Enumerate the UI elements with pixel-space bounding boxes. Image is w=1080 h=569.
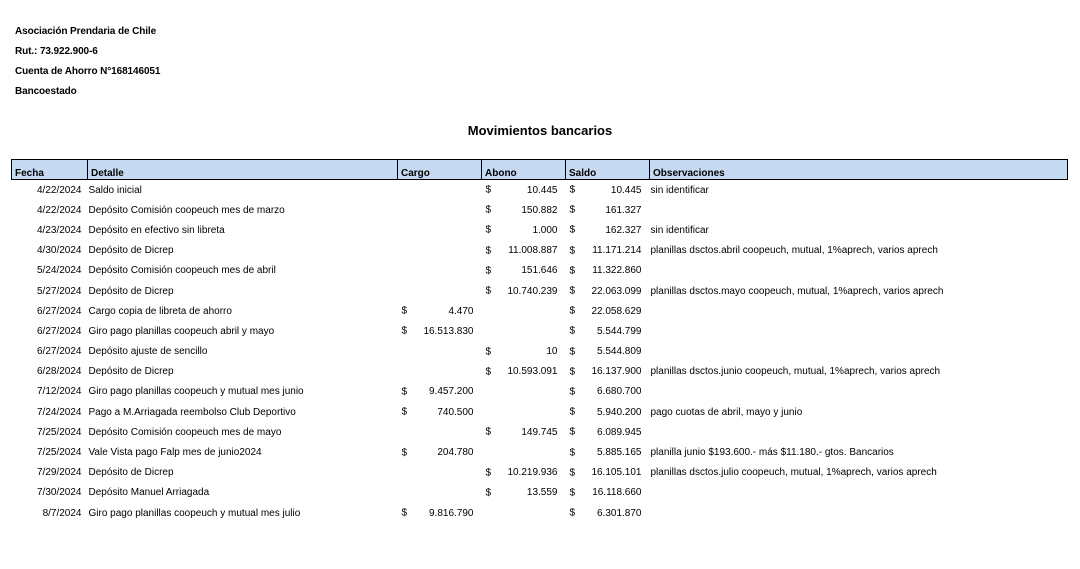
currency-symbol: $ — [485, 224, 492, 236]
cell-cargo — [398, 261, 482, 281]
table-row — [12, 422, 1068, 442]
cell-detalle: Depósito ajuste de sencillo — [88, 346, 208, 358]
cell-fecha: 7/30/2024 — [37, 487, 82, 499]
org-name: Asociación Prendaria de Chile — [15, 26, 157, 37]
cell-fecha: 6/28/2024 — [37, 366, 82, 378]
cell-detalle: Depósito Manuel Arriagada — [88, 487, 210, 499]
currency-symbol: $ — [485, 467, 492, 479]
cell-saldo — [566, 402, 650, 422]
cell-saldo — [566, 362, 650, 382]
cell-saldo-amount: 16.118.660 — [592, 487, 642, 499]
cell-fecha: 7/24/2024 — [37, 406, 82, 418]
currency-symbol: $ — [485, 285, 492, 297]
cell-observaciones: sin identificar — [650, 184, 709, 196]
cell-saldo-amount: 5.544.809 — [597, 346, 642, 358]
cell-observaciones: planillas dsctos.junio coopeuch, mutual, 1%aprech, varios aprech — [650, 366, 941, 378]
cell-saldo — [566, 220, 650, 240]
cell-abono — [482, 442, 566, 462]
cell-detalle: Depósito Comisión coopeuch mes de abril — [88, 265, 276, 277]
cell-observaciones: sin identificar — [650, 224, 709, 236]
table-row — [12, 261, 1068, 281]
cell-detalle: Depósito en efectivo sin libreta — [88, 224, 225, 236]
account-number: Cuenta de Ahorro N°168146051 — [15, 66, 161, 77]
currency-symbol: $ — [485, 245, 492, 257]
cell-saldo — [566, 241, 650, 261]
cell-saldo — [566, 261, 650, 281]
cell-saldo-amount: 10.445 — [610, 184, 642, 196]
cell-cargo — [398, 281, 482, 301]
cell-cargo — [398, 483, 482, 503]
cell-abono — [482, 301, 566, 321]
cell-saldo — [566, 483, 650, 503]
cell-saldo — [566, 503, 650, 523]
cell-observaciones — [650, 422, 1068, 442]
cell-fecha: 6/27/2024 — [37, 346, 82, 358]
col-header-saldo: Saldo — [566, 160, 650, 180]
cell-detalle: Giro pago planillas coopeuch abril y mayo — [88, 325, 275, 337]
cell-fecha: 7/25/2024 — [37, 426, 82, 438]
cell-observaciones — [650, 342, 1068, 362]
cell-saldo-amount: 16.137.900 — [591, 366, 642, 378]
currency-symbol: $ — [485, 487, 492, 499]
table-row — [12, 321, 1068, 341]
cell-abono — [482, 281, 566, 301]
cell-cargo-amount: 9.457.200 — [429, 386, 474, 398]
cell-cargo-amount: 740.500 — [437, 406, 474, 418]
cell-abono — [482, 220, 566, 240]
cell-detalle: Depósito de Dicrep — [88, 366, 174, 378]
currency-symbol: $ — [569, 467, 576, 479]
cell-fecha: 7/29/2024 — [37, 467, 82, 479]
table-row — [12, 503, 1068, 523]
cell-abono-amount: 10.219.936 — [507, 467, 558, 479]
cell-cargo-amount: 9.816.790 — [429, 507, 474, 519]
cell-cargo-amount: 4.470 — [448, 305, 474, 317]
currency-symbol: $ — [401, 507, 408, 519]
cell-abono-amount: 149.745 — [521, 426, 558, 438]
table-row — [12, 180, 1068, 201]
cell-detalle: Depósito de Dicrep — [88, 245, 174, 257]
cell-cargo — [398, 402, 482, 422]
currency-symbol: $ — [569, 204, 576, 216]
cell-saldo — [566, 321, 650, 341]
currency-symbol: $ — [485, 366, 492, 378]
cell-cargo — [398, 321, 482, 341]
cell-observaciones — [650, 200, 1068, 220]
cell-saldo-amount: 6.680.700 — [597, 386, 642, 398]
currency-symbol: $ — [569, 386, 576, 398]
cell-saldo-amount: 11.322.860 — [592, 265, 642, 277]
cell-detalle: Saldo inicial — [88, 184, 142, 196]
cell-saldo-amount: 22.058.629 — [591, 305, 642, 317]
cell-abono — [482, 200, 566, 220]
cell-cargo — [398, 342, 482, 362]
cell-cargo-amount: 204.780 — [437, 447, 474, 459]
currency-symbol: $ — [569, 447, 576, 459]
cell-abono — [482, 261, 566, 281]
cell-cargo — [398, 241, 482, 261]
cell-detalle: Depósito de Dicrep — [88, 285, 174, 297]
cell-saldo-amount: 161.327 — [605, 204, 642, 216]
currency-symbol: $ — [569, 285, 576, 297]
cell-observaciones: planillas dsctos.julio coopeuch, mutual, 1%aprech, varios aprech — [650, 467, 937, 479]
cell-detalle: Depósito de Dicrep — [88, 467, 174, 479]
cell-abono-amount: 10.593.091 — [507, 366, 558, 378]
cell-abono-amount: 1.000 — [532, 224, 558, 236]
table-row — [12, 442, 1068, 462]
cell-saldo-amount: 16.105.101 — [591, 467, 642, 479]
cell-cargo — [398, 301, 482, 321]
table-row — [12, 281, 1068, 301]
currency-symbol: $ — [485, 204, 492, 216]
cell-abono — [482, 402, 566, 422]
cell-detalle: Giro pago planillas coopeuch y mutual mes junio — [88, 386, 304, 398]
cell-saldo-amount: 5.885.165 — [597, 447, 642, 459]
currency-symbol: $ — [569, 325, 576, 337]
cell-fecha: 5/24/2024 — [37, 265, 82, 277]
cell-observaciones — [650, 301, 1068, 321]
cell-observaciones — [650, 382, 1068, 402]
currency-symbol: $ — [485, 346, 492, 358]
table-row — [12, 301, 1068, 321]
cell-cargo — [398, 463, 482, 483]
cell-fecha: 7/12/2024 — [37, 386, 82, 398]
cell-cargo-amount: 16.513.830 — [423, 325, 474, 337]
table-row — [12, 220, 1068, 240]
table-row — [12, 402, 1068, 422]
currency-symbol: $ — [569, 426, 576, 438]
cell-detalle: Giro pago planillas coopeuch y mutual mes julio — [88, 507, 301, 519]
cell-observaciones — [650, 321, 1068, 341]
cell-abono — [482, 180, 566, 201]
table-row — [12, 342, 1068, 362]
col-header-fecha: Fecha — [12, 160, 88, 180]
currency-symbol: $ — [569, 406, 576, 418]
currency-symbol: $ — [485, 265, 492, 277]
cell-cargo — [398, 220, 482, 240]
currency-symbol: $ — [569, 366, 576, 378]
cell-detalle: Depósito Comisión coopeuch mes de marzo — [88, 204, 285, 216]
page-title: Movimientos bancarios — [467, 123, 613, 138]
currency-symbol: $ — [401, 447, 408, 459]
cell-fecha: 7/25/2024 — [37, 447, 82, 459]
cell-detalle: Pago a M.Arriagada reembolso Club Deportivo — [88, 406, 296, 418]
cell-abono-amount: 10.740.239 — [507, 285, 558, 297]
cell-detalle: Vale Vista pago Falp mes de junio2024 — [88, 447, 262, 459]
cell-saldo-amount: 6.089.945 — [597, 426, 642, 438]
cell-saldo-amount: 22.063.099 — [591, 285, 642, 297]
cell-saldo-amount: 162.327 — [605, 224, 642, 236]
cell-saldo — [566, 442, 650, 462]
currency-symbol: $ — [569, 265, 576, 277]
currency-symbol: $ — [485, 184, 492, 196]
cell-saldo-amount: 6.301.870 — [597, 507, 642, 519]
col-header-observaciones: Observaciones — [650, 160, 1068, 180]
cell-observaciones: planilla junio $193.600.- más $11.180.- gtos. Bancarios — [650, 447, 894, 459]
cell-saldo — [566, 200, 650, 220]
cell-fecha: 6/27/2024 — [37, 305, 82, 317]
cell-abono — [482, 483, 566, 503]
cell-fecha: 4/22/2024 — [37, 184, 82, 196]
cell-saldo-amount: 5.544.799 — [597, 325, 642, 337]
currency-symbol: $ — [401, 406, 408, 418]
cell-saldo — [566, 382, 650, 402]
cell-fecha: 4/23/2024 — [37, 224, 82, 236]
currency-symbol: $ — [569, 346, 576, 358]
cell-cargo — [398, 382, 482, 402]
cell-saldo-amount: 11.171.214 — [592, 245, 642, 257]
cell-abono-amount: 150.882 — [521, 204, 558, 216]
cell-cargo — [398, 200, 482, 220]
cell-observaciones — [650, 261, 1068, 281]
cell-observaciones: pago cuotas de abril, mayo y junio — [650, 406, 803, 418]
table-row — [12, 483, 1068, 503]
movements-table — [11, 159, 1068, 523]
cell-saldo-amount: 5.940.200 — [597, 406, 642, 418]
cell-observaciones: planillas dsctos.abril coopeuch, mutual, 1%aprech, varios aprech — [650, 245, 938, 257]
cell-saldo — [566, 180, 650, 201]
rut: Rut.: 73.922.900-6 — [15, 46, 98, 57]
currency-symbol: $ — [569, 184, 576, 196]
cell-detalle: Cargo copia de libreta de ahorro — [88, 305, 232, 317]
cell-detalle: Depósito Comisión coopeuch mes de mayo — [88, 426, 282, 438]
currency-symbol: $ — [569, 487, 576, 499]
col-header-abono: Abono — [482, 160, 566, 180]
currency-symbol: $ — [401, 305, 408, 317]
cell-fecha: 8/7/2024 — [42, 507, 82, 519]
cell-cargo — [398, 503, 482, 523]
cell-fecha: 4/30/2024 — [37, 245, 82, 257]
cell-saldo — [566, 342, 650, 362]
cell-saldo — [566, 422, 650, 442]
cell-abono — [482, 382, 566, 402]
cell-saldo — [566, 281, 650, 301]
table-row — [12, 463, 1068, 483]
col-header-detalle: Detalle — [88, 160, 398, 180]
cell-observaciones — [650, 503, 1068, 523]
currency-symbol: $ — [569, 507, 576, 519]
cell-abono — [482, 321, 566, 341]
cell-cargo — [398, 180, 482, 201]
currency-symbol: $ — [569, 305, 576, 317]
cell-fecha: 6/27/2024 — [37, 325, 82, 337]
table-row — [12, 200, 1068, 220]
cell-abono — [482, 422, 566, 442]
bank-name: Bancoestado — [15, 86, 77, 97]
cell-abono — [482, 503, 566, 523]
table-header-row — [12, 160, 1068, 180]
cell-abono-amount: 151.646 — [521, 265, 558, 277]
currency-symbol: $ — [485, 426, 492, 438]
cell-abono — [482, 241, 566, 261]
currency-symbol: $ — [569, 224, 576, 236]
cell-cargo — [398, 422, 482, 442]
table-row — [12, 382, 1068, 402]
cell-cargo — [398, 442, 482, 462]
currency-symbol: $ — [401, 386, 408, 398]
cell-saldo — [566, 301, 650, 321]
table-row — [12, 362, 1068, 382]
cell-abono — [482, 362, 566, 382]
cell-fecha: 4/22/2024 — [37, 204, 82, 216]
cell-abono-amount: 13.559 — [526, 487, 558, 499]
cell-abono-amount: 10.445 — [526, 184, 558, 196]
col-header-cargo: Cargo — [398, 160, 482, 180]
cell-abono-amount: 10 — [546, 346, 558, 358]
currency-symbol: $ — [569, 245, 576, 257]
cell-abono-amount: 11.008.887 — [508, 245, 558, 257]
cell-cargo — [398, 362, 482, 382]
cell-observaciones: planillas dsctos.mayo coopeuch, mutual, 1%aprech, varios aprech — [650, 285, 944, 297]
cell-observaciones — [650, 483, 1068, 503]
cell-abono — [482, 342, 566, 362]
table-row — [12, 241, 1068, 261]
cell-saldo — [566, 463, 650, 483]
cell-abono — [482, 463, 566, 483]
currency-symbol: $ — [401, 325, 408, 337]
cell-fecha: 5/27/2024 — [37, 285, 82, 297]
